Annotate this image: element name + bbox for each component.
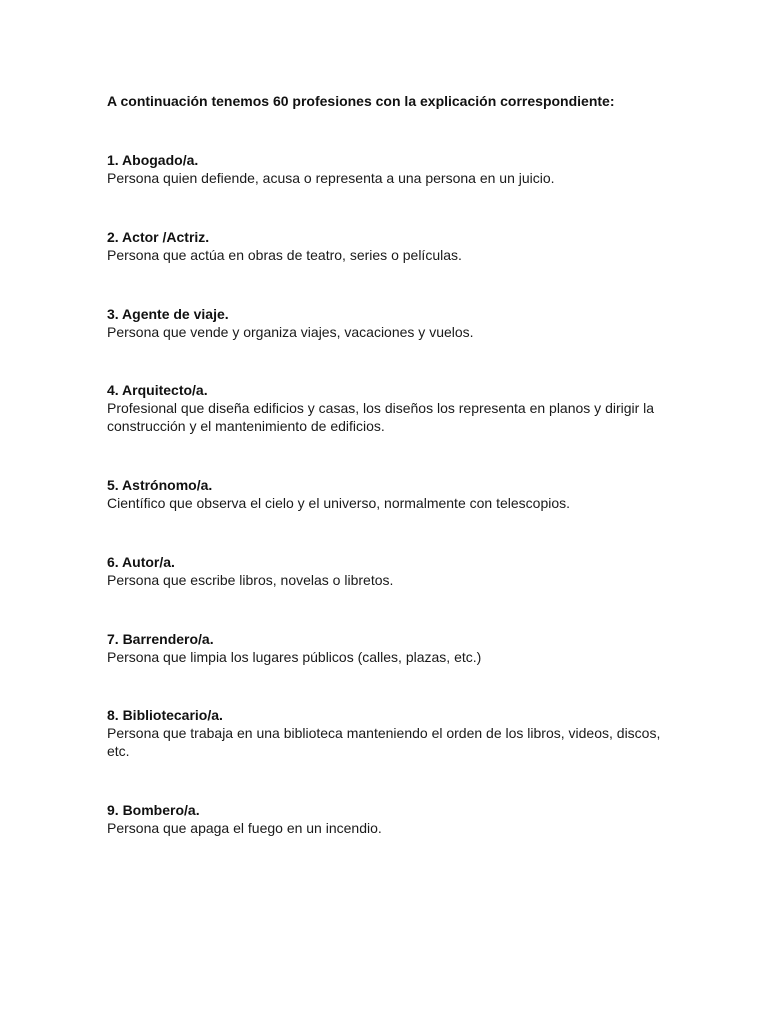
entry-description: Persona quien defiende, acusa o representa a una persona en un juicio.: [107, 170, 555, 186]
profession-entry: [107, 381, 667, 435]
entry-description: Persona que escribe libros, novelas o libretos.: [107, 572, 394, 588]
profession-entry: [107, 706, 667, 760]
profession-entry: [107, 305, 667, 341]
intro-heading: A continuación tenemos 60 profesiones con la explicación correspondiente:: [107, 93, 615, 109]
profession-entry: [107, 553, 667, 589]
entry-title: 7. Barrendero/a.: [107, 631, 214, 647]
entry-title: 4. Arquitecto/a.: [107, 382, 208, 398]
entry-description: Persona que apaga el fuego en un incendio.: [107, 820, 382, 836]
entry-title: 8. Bibliotecario/a.: [107, 707, 223, 723]
entry-title: 1. Abogado/a.: [107, 152, 199, 168]
entry-description: Persona que vende y organiza viajes, vacaciones y vuelos.: [107, 324, 474, 340]
entry-description: Profesional que diseña edificios y casas, los diseños los representa en planos y dirigir la construcción y el mantenimiento de edificios.: [107, 400, 655, 434]
entry-title: 9. Bombero/a.: [107, 802, 200, 818]
profession-entry: [107, 228, 667, 264]
entry-title: 5. Astrónomo/a.: [107, 477, 213, 493]
entry-description: Persona que limpia los lugares públicos (calles, plazas, etc.): [107, 649, 482, 665]
entry-title: 2. Actor /Actriz.: [107, 229, 210, 245]
profession-entry: [107, 801, 667, 837]
entry-description: Persona que trabaja en una biblioteca manteniendo el orden de los libros, videos, discos, etc.: [107, 725, 661, 759]
entry-description: Persona que actúa en obras de teatro, series o películas.: [107, 247, 462, 263]
entry-description: Científico que observa el cielo y el universo, normalmente con telescopios.: [107, 495, 571, 511]
entry-title: 6. Autor/a.: [107, 554, 175, 570]
entry-title: 3. Agente de viaje.: [107, 306, 229, 322]
profession-entry: [107, 630, 667, 666]
profession-entry: [107, 476, 667, 512]
profession-entry: [107, 151, 667, 187]
